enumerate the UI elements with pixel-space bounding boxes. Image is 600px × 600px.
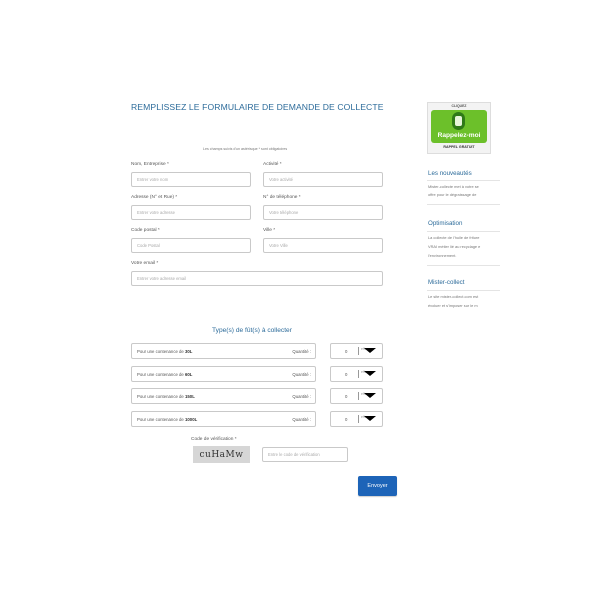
adresse-label: Adresse (N° et Rue) * <box>131 195 178 200</box>
sidebar-text-line: VRAI métier lié au recyclage e <box>428 244 481 249</box>
phone-screen <box>455 116 462 126</box>
quantity-value: 0 <box>345 416 348 422</box>
email-placeholder: Entrer votre adresse email <box>137 276 187 281</box>
callback-button[interactable] <box>431 110 487 143</box>
fut-prefix: Pour une contenance de <box>137 393 184 399</box>
sidebar-heading-mister-collect[interactable]: Mister-collect <box>428 279 465 286</box>
fut-row-150l <box>131 388 316 404</box>
activite-label: Activité * <box>263 162 282 167</box>
sidebar-text-line: offre pour le dégraissage de <box>428 192 477 197</box>
code-postal-label: Code postal * <box>131 228 160 233</box>
code-postal-placeholder: Code Postal <box>137 243 160 248</box>
verification-input[interactable] <box>262 447 348 462</box>
quantity-label: Quantité : <box>292 348 311 354</box>
quantity-clear[interactable]: effacer <box>358 392 383 400</box>
nom-label: Nom, Entreprise * <box>131 162 169 167</box>
fut-row-60l <box>131 366 316 382</box>
required-note: Les champs suivis d'un astérisque * sont obligatoires <box>203 147 288 151</box>
caret-down-icon[interactable] <box>364 348 376 353</box>
telephone-input[interactable] <box>263 205 383 220</box>
fut-description <box>137 372 192 377</box>
quantity-value: 0 <box>345 348 348 354</box>
sidebar-divider <box>427 265 500 266</box>
verification-label: Code de vérification * <box>191 437 237 442</box>
sidebar-text-line: l'environnement. <box>428 253 457 258</box>
fut-prefix: Pour une contenance de <box>137 416 184 422</box>
fut-row-30l <box>131 343 316 359</box>
callback-badge[interactable] <box>427 102 491 154</box>
sidebar-text-line: évoluer et s'imposer sur le m <box>428 303 478 308</box>
email-label: Votre email * <box>131 261 159 266</box>
sidebar-divider <box>427 204 500 205</box>
sidebar-text-line: Mister-collecte met à votre se <box>428 184 479 189</box>
verification-placeholder: Entre le code de vérification <box>268 452 320 457</box>
caret-down-icon[interactable] <box>364 416 376 421</box>
quantity-select-1000l[interactable] <box>330 411 383 427</box>
fut-description <box>137 417 197 422</box>
sidebar-text-line: Le site mister-collect.com est <box>428 294 479 299</box>
sidebar-divider <box>427 231 500 232</box>
quantity-label: Quantité : <box>292 416 311 422</box>
sidebar-divider <box>427 180 500 181</box>
quantity-select-30l[interactable] <box>330 343 383 359</box>
quantity-label: Quantité : <box>292 371 311 377</box>
quantity-value: 0 <box>345 371 348 377</box>
email-input[interactable] <box>131 271 383 286</box>
badge-top-text: CLIQUEZ <box>451 104 467 108</box>
caret-down-icon[interactable] <box>364 371 376 376</box>
activite-input[interactable] <box>263 172 383 187</box>
nom-placeholder: Entrer votre nom <box>137 177 169 182</box>
nom-input[interactable] <box>131 172 251 187</box>
quantity-value: 0 <box>345 393 348 399</box>
fut-size: 60L <box>185 371 193 377</box>
submit-button[interactable]: Envoyer <box>358 476 397 496</box>
quantity-clear[interactable]: effacer <box>358 370 383 378</box>
ville-input[interactable] <box>263 238 383 253</box>
fut-size: 150L <box>185 393 195 399</box>
telephone-label: N° de téléphone * <box>263 195 301 200</box>
futs-title: Type(s) de fût(s) à collecter <box>212 327 292 334</box>
telephone-placeholder: Votre téléphone <box>269 210 299 215</box>
caret-down-icon[interactable] <box>364 393 376 398</box>
captcha-image: cuHaMw <box>193 446 250 463</box>
badge-bottom-text: RAPPEL GRATUIT <box>443 145 475 149</box>
adresse-placeholder: Entrer votre adresse <box>137 210 175 215</box>
form-title: REMPLISSEZ LE FORMULAIRE DE DEMANDE DE COLLECTE <box>131 102 384 112</box>
sidebar-text-line: La collecte de l'huile de friture <box>428 235 480 240</box>
sidebar-heading-optimisation[interactable]: Optimisation <box>428 220 463 227</box>
fut-size: 1000L <box>185 416 198 422</box>
code-postal-input[interactable] <box>131 238 251 253</box>
quantity-select-60l[interactable] <box>330 366 383 382</box>
fut-row-1000l <box>131 411 316 427</box>
quantity-clear[interactable]: effacer <box>358 347 383 355</box>
ville-placeholder: Votre Ville <box>269 243 288 248</box>
fut-description <box>137 349 192 354</box>
quantity-clear[interactable]: effacer <box>358 415 383 423</box>
fut-description <box>137 394 195 399</box>
fut-size: 30L <box>185 348 193 354</box>
quantity-select-150l[interactable] <box>330 388 383 404</box>
fut-prefix: Pour une contenance de <box>137 371 184 377</box>
adresse-input[interactable] <box>131 205 251 220</box>
sidebar-divider <box>427 290 500 291</box>
sidebar-heading-nouveautes[interactable]: Les nouveautés <box>428 170 472 177</box>
ville-label: Ville * <box>263 228 276 233</box>
badge-main-text: Rappelez-moi <box>437 132 481 139</box>
activite-placeholder: Votre activité <box>269 177 293 182</box>
fut-prefix: Pour une contenance de <box>137 348 184 354</box>
quantity-label: Quantité : <box>292 393 311 399</box>
